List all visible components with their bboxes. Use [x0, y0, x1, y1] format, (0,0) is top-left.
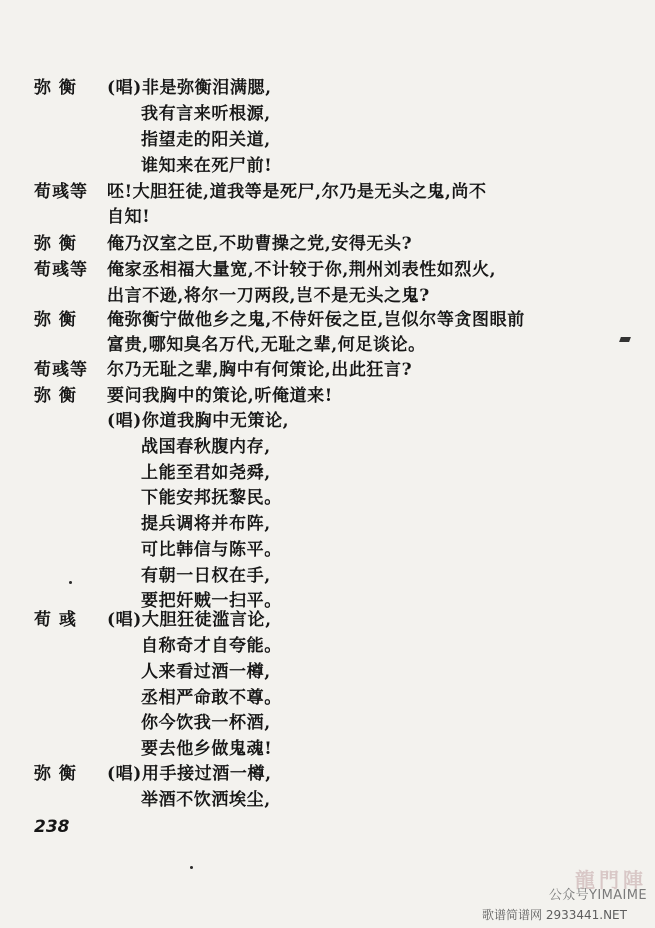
dialogue-line: 自知!: [107, 207, 151, 227]
watermark-footer-text: 歌谱简谱网 2933441.NET: [482, 908, 627, 922]
speaker-xun-yu-group: 荀彧等: [34, 182, 88, 202]
dialogue-line: 你今饮我一杯酒,: [141, 713, 271, 733]
speaker-mi-heng: 弥 衡: [34, 386, 77, 406]
dialogue-line: 俺弥衡宁做他乡之鬼,不侍奸佞之臣,岂似尔等贪图眼前: [107, 310, 525, 330]
dialogue-line: 尔乃无耻之辈,胸中有何策论,出此狂言?: [107, 360, 413, 380]
speaker-mi-heng: 弥 衡: [34, 78, 77, 98]
dialogue-line: 要去他乡做鬼魂!: [141, 739, 273, 759]
dialogue-line: 我有言来听根源,: [141, 104, 271, 124]
scan-dot: [190, 866, 193, 869]
dialogue-line: 指望走的阳关道,: [141, 130, 271, 150]
dialogue-line: 上能至君如尧舜,: [141, 463, 271, 483]
dialogue-line: 下能安邦抚黎民。: [141, 488, 282, 508]
speaker-xun-yu: 荀 彧: [34, 610, 77, 630]
dialogue-line: 可比韩信与陈平。: [141, 540, 282, 560]
scan-dot: [69, 581, 72, 584]
dialogue-line: 有朝一日权在手,: [141, 566, 271, 586]
dialogue-line: 要问我胸中的策论,听俺道来!: [107, 386, 333, 406]
speaker-xun-yu-group: 荀彧等: [34, 360, 88, 380]
speaker-mi-heng: 弥 衡: [34, 310, 77, 330]
dialogue-line: 要把奸贼一扫平。: [141, 591, 282, 611]
scan-mark-icon: [619, 337, 631, 342]
dialogue-line: 俺乃汉室之臣,不助曹操之党,安得无头?: [107, 234, 413, 254]
dialogue-line: 出言不逊,将尔一刀两段,岂不是无头之鬼?: [107, 286, 430, 306]
dialogue-line: 战国春秋腹内存,: [141, 437, 271, 457]
speaker-mi-heng: 弥 衡: [34, 764, 77, 784]
speaker-mi-heng: 弥 衡: [34, 234, 77, 254]
watermark-logo: 龍門陣: [575, 868, 647, 892]
watermark-site-text: 公众号YIMAIME: [548, 888, 647, 903]
dialogue-line: 提兵调将并布阵,: [141, 514, 271, 534]
dialogue-line: (唱)大胆狂徒滥言论,: [107, 610, 272, 630]
dialogue-line: 人来看过酒一樽,: [141, 662, 271, 682]
dialogue-line: 自称奇才自夸能。: [141, 636, 282, 656]
speaker-xun-yu-group: 荀彧等: [34, 260, 88, 280]
page-number: 238: [34, 817, 70, 837]
dialogue-line: 富贵,哪知臭名万代,无耻之辈,何足谈论。: [107, 335, 426, 355]
dialogue-line: 俺家丞相福大量宽,不计较于你,荆州刘表性如烈火,: [107, 260, 497, 280]
dialogue-line: 举酒不饮洒埃尘,: [141, 790, 271, 810]
dialogue-line: (唱)你道我胸中无策论,: [107, 411, 290, 431]
dialogue-line: 呸!大胆狂徒,道我等是死尸,尔乃是无头之鬼,尚不: [107, 182, 487, 202]
dialogue-line: 丞相严命敢不尊。: [141, 688, 282, 708]
dialogue-line: (唱)非是弥衡泪满腮,: [107, 78, 272, 98]
dialogue-line: (唱)用手接过酒一樽,: [107, 764, 272, 784]
dialogue-line: 谁知来在死尸前!: [141, 156, 273, 176]
